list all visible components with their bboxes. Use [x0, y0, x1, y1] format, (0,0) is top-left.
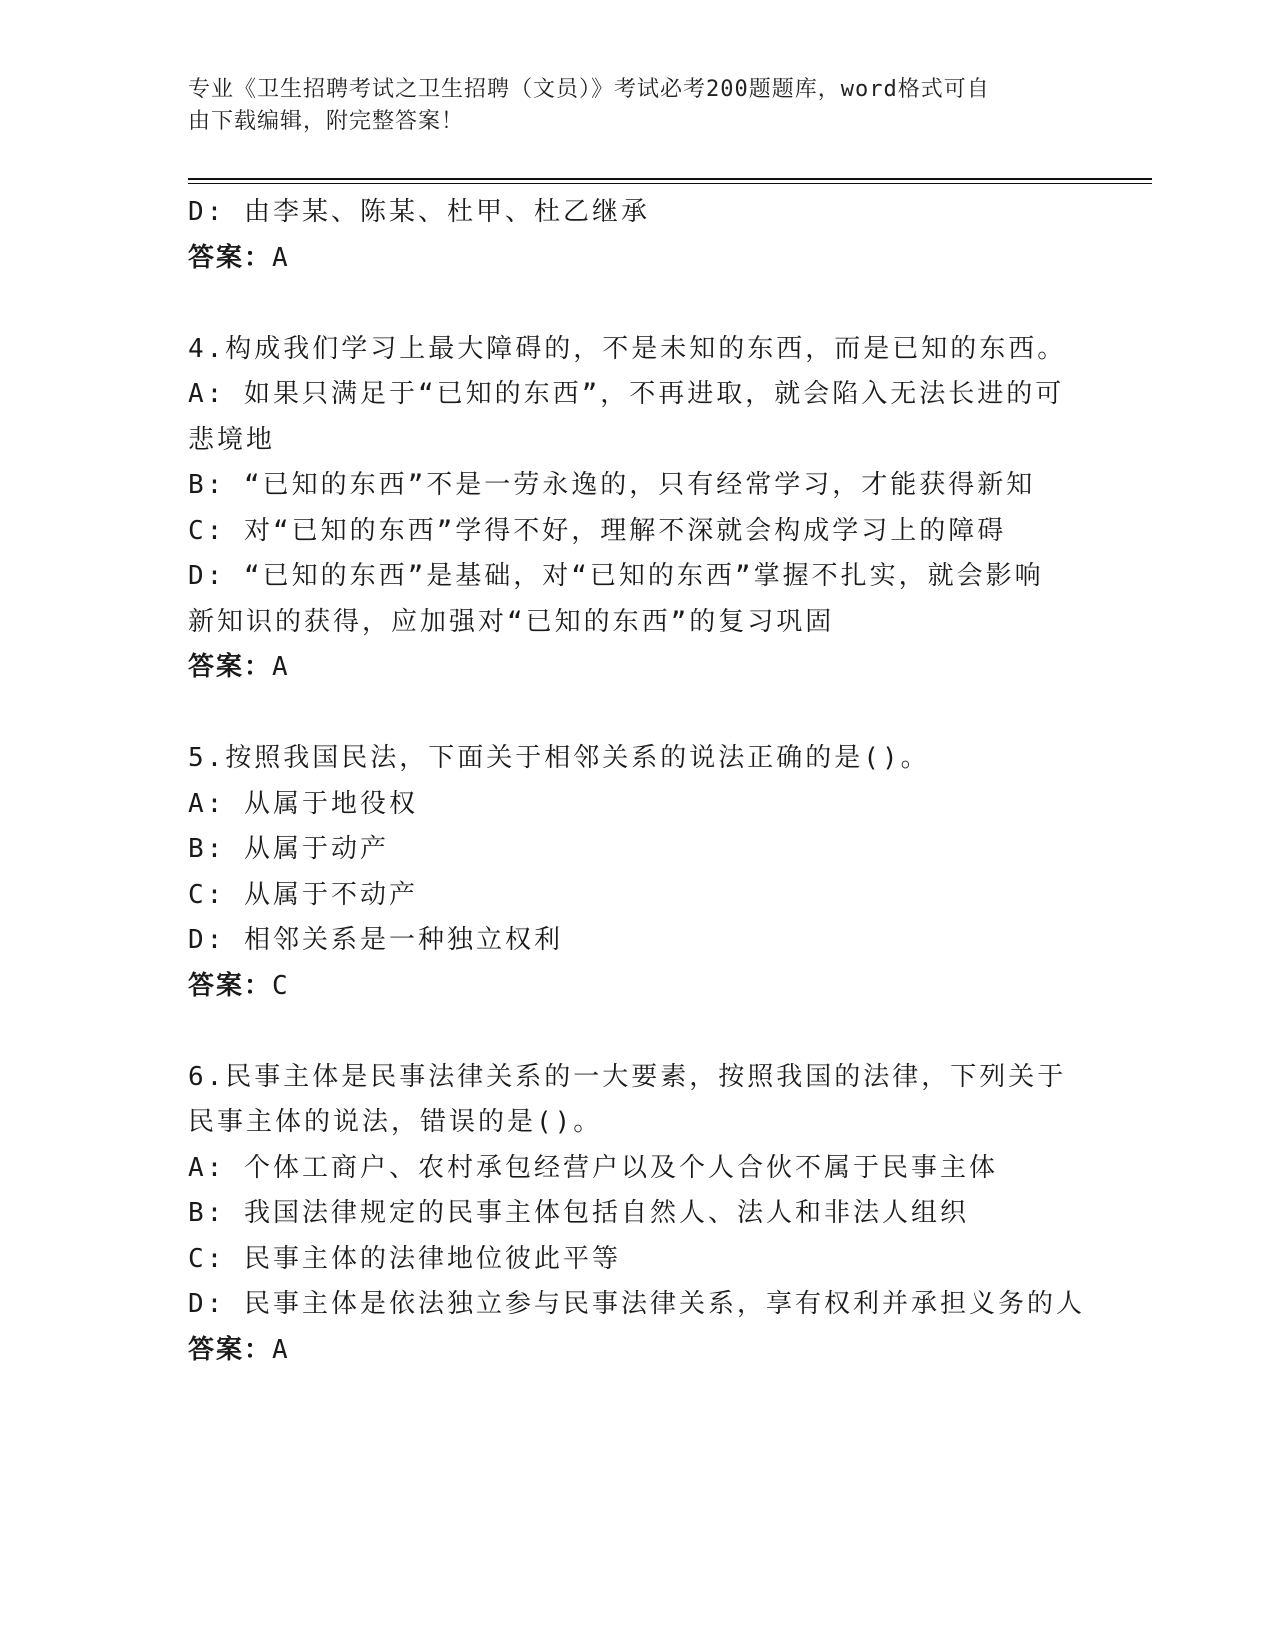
answer-value: A: [272, 652, 290, 682]
answer-value: A: [272, 1334, 290, 1365]
option-a: A: 从属于地役权: [188, 788, 418, 819]
option-b: B: “已知的东西”不是一劳永逸的，只有经常学习，才能获得新知: [188, 470, 1036, 500]
header-line-1: 专业《卫生招聘考试之卫生招聘（文员）》考试必考200题题库，word格式可自: [188, 77, 990, 102]
option-d: D: 民事主体是依法独立参与民事法律关系，享有权利并承担义务的人: [188, 1289, 1085, 1319]
header-line-2: 由下载编辑，附完整答案！: [188, 109, 465, 134]
option-a: A: 如果只满足于“已知的东西”，不再进取，就会陷入无法长进的可: [188, 379, 1065, 409]
header-divider-thick: [188, 178, 1152, 180]
question-stem: 5.按照我国民法，下面关于相邻关系的说法正确的是()。: [188, 743, 930, 773]
answer-line: [188, 964, 1088, 1010]
option-c: C: 对“已知的东西”学得不好，理解不深就会构成学习上的障碍: [188, 515, 1007, 546]
question-list: [188, 190, 1088, 1373]
answer-label: 答案：: [188, 1334, 273, 1365]
option-c: C: 从属于不动产: [188, 879, 418, 910]
answer-line: [188, 1328, 1088, 1374]
question-stem-cont: 民事主体的说法，错误的是()。: [188, 1107, 603, 1137]
question-stem: 4.构成我们学习上最大障碍的，不是未知的东西，而是已知的东西。: [188, 333, 1067, 364]
document-header: [188, 74, 1068, 138]
option-d: D: 由李某、陈某、杜甲、杜乙继承: [188, 197, 650, 227]
spacer: [188, 691, 1088, 737]
option-c: C: 民事主体的法律地位彼此平等: [188, 1243, 621, 1274]
previous-question-tail: [188, 190, 1088, 281]
answer-value: A: [272, 242, 290, 273]
answer-label: 答案：: [188, 970, 273, 1001]
spacer: [188, 1009, 1088, 1055]
answer-line: [188, 645, 1088, 691]
question-4: [188, 327, 1088, 691]
answer-line: [188, 236, 1088, 282]
question-stem: 6.民事主体是民事法律关系的一大要素，按照我国的法律，下列关于: [188, 1061, 1067, 1092]
option-a-cont: 悲境地: [188, 424, 276, 455]
option-a: A: 个体工商户、农村承包经营户以及个人合伙不属于民事主体: [188, 1152, 998, 1183]
header-divider-thin: [188, 183, 1152, 184]
question-5: [188, 736, 1088, 1009]
option-b: B: 从属于动产: [188, 834, 389, 864]
question-6: [188, 1055, 1088, 1374]
answer-label: 答案：: [188, 242, 273, 273]
option-b: B: 我国法律规定的民事主体包括自然人、法人和非法人组织: [188, 1198, 969, 1228]
option-d: D: 相邻关系是一种独立权利: [188, 925, 563, 955]
answer-value: C: [272, 970, 290, 1001]
option-d-cont: 新知识的获得，应加强对“已知的东西”的复习巩固: [188, 606, 835, 637]
option-d: D: “已知的东西”是基础，对“已知的东西”掌握不扎实，就会影响: [188, 561, 1044, 591]
spacer: [188, 281, 1088, 327]
answer-label: 答案：: [188, 652, 273, 682]
